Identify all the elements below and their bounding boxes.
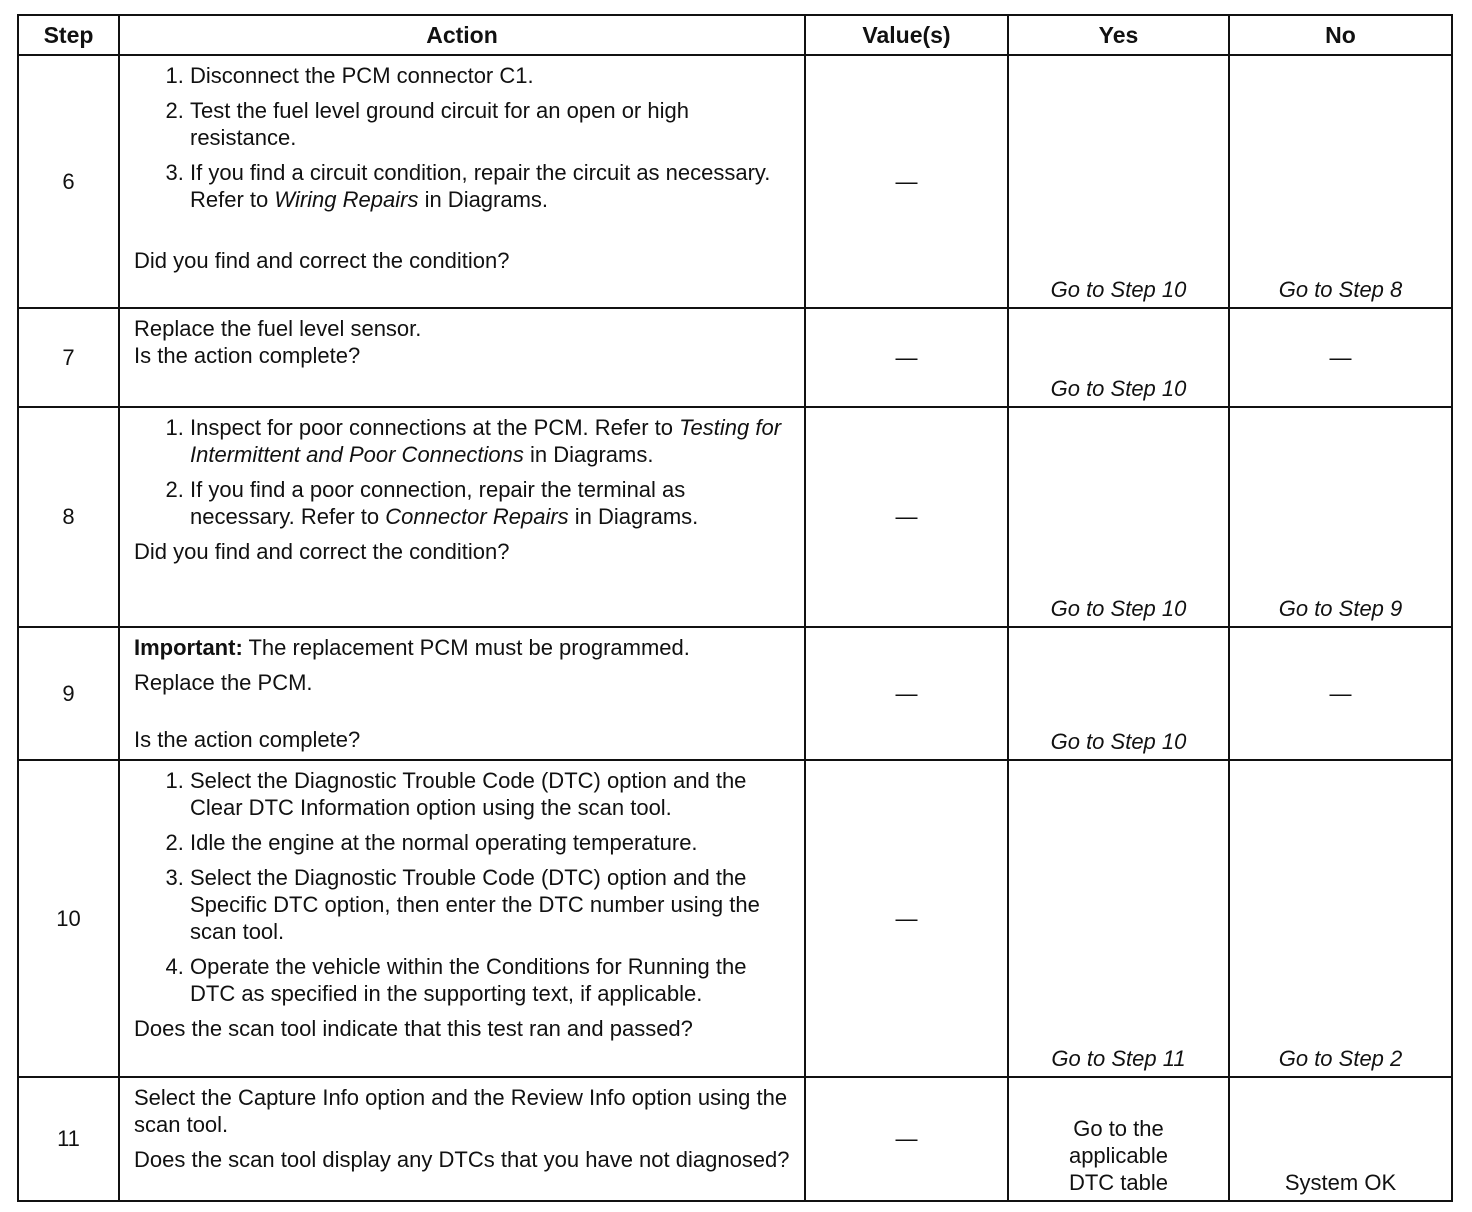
value-dash: — (895, 905, 918, 931)
yes-cell: Go to the applicable DTC table (1008, 1077, 1229, 1201)
action-cell (119, 627, 805, 760)
value-cell (805, 627, 1008, 760)
yes-cell: Go to Step 10 (1008, 308, 1229, 407)
action-item: 1. Inspect for poor connections at the PCM. Refer to Testing for Intermittent and Poor Connections in Diagrams. (190, 414, 790, 468)
no-cell: System OK (1229, 1077, 1452, 1201)
header-row (18, 15, 1452, 55)
value-cell (805, 760, 1008, 1077)
value-dash: — (895, 504, 918, 529)
value-dash: — (895, 680, 918, 706)
action-question: Does the scan tool display any DTCs that you have not diagnosed? (134, 1147, 790, 1172)
table-row-step-7 (18, 308, 1452, 407)
no-cell: Go to Step 8 (1229, 55, 1452, 308)
no-cell: Go to Step 2 (1229, 760, 1452, 1077)
action-item: 2. If you find a poor connection, repair the terminal as necessary. Refer to Connector Repairs in Diagrams. (190, 476, 790, 530)
yes-cell: Go to Step 10 (1008, 55, 1229, 308)
action-item: 1. Disconnect the PCM connector C1. (190, 62, 790, 89)
yes-cell: Go to Step 11 (1008, 760, 1229, 1077)
value-cell (805, 55, 1008, 308)
no-cell: Go to Step 9 (1229, 407, 1452, 627)
step-number: 8 (18, 407, 119, 627)
action-list (134, 767, 790, 1007)
action-cell (119, 1077, 805, 1201)
step-number: 10 (18, 760, 119, 1077)
action-question: Is the action complete? (134, 727, 361, 752)
step-number: 11 (18, 1077, 119, 1201)
table-row-step-10 (18, 760, 1452, 1077)
table-row-step-8 (18, 407, 1452, 627)
yes-cell: Go to Step 10 (1008, 627, 1229, 760)
value-cell (805, 308, 1008, 407)
value-dash: — (895, 168, 918, 194)
no-cell: — (1229, 308, 1452, 407)
no-cell: — (1229, 627, 1452, 760)
action-text: Replace the fuel level sensor. (134, 316, 422, 341)
action-cell (119, 55, 805, 308)
action-text: Select the Capture Info option and the Review Info option using the scan tool. (134, 1085, 788, 1137)
header-no: No (1229, 15, 1452, 55)
step-number: 9 (18, 627, 119, 760)
header-values: Value(s) (805, 15, 1008, 55)
action-question: Does the scan tool indicate that this test ran and passed? (134, 1016, 693, 1041)
value-dash: — (895, 1126, 918, 1151)
action-item: 4. Operate the vehicle within the Conditions for Running the DTC as specified in the supporting text, if applicable. (190, 953, 790, 1007)
value-cell (805, 407, 1008, 627)
action-cell (119, 760, 805, 1077)
action-list (134, 62, 790, 213)
header-step: Step (18, 15, 119, 55)
action-question: Did you find and correct the condition? (134, 539, 510, 564)
action-question: Is the action complete? (134, 343, 361, 368)
action-text: Replace the PCM. (134, 670, 313, 695)
step-number: 7 (18, 308, 119, 407)
action-cell (119, 407, 805, 627)
action-item: 1. Select the Diagnostic Trouble Code (DTC) option and the Clear DTC Information option using the scan tool. (190, 767, 790, 821)
value-dash: — (895, 344, 918, 370)
header-action: Action (119, 15, 805, 55)
action-question: Did you find and correct the condition? (134, 248, 510, 273)
header-yes: Yes (1008, 15, 1229, 55)
action-item: 3. If you find a circuit condition, repair the circuit as necessary. Refer to Wiring Repairs in Diagrams. (190, 159, 790, 213)
important-note: Important: The replacement PCM must be programmed. (134, 635, 690, 660)
action-item: 2. Test the fuel level ground circuit for an open or high resistance. (190, 97, 790, 151)
action-item: 3. Select the Diagnostic Trouble Code (DTC) option and the Specific DTC option, then enter the DTC number using the scan tool. (190, 864, 790, 945)
yes-cell: Go to Step 10 (1008, 407, 1229, 627)
diagnostic-table (17, 14, 1453, 1202)
table-row-step-9 (18, 627, 1452, 760)
table-row-step-11 (18, 1077, 1452, 1201)
important-label: Important: (134, 635, 243, 660)
action-item: 2. Idle the engine at the normal operating temperature. (190, 829, 790, 856)
action-cell (119, 308, 805, 407)
action-list (134, 414, 790, 530)
table-row-step-6 (18, 55, 1452, 308)
step-number: 6 (18, 55, 119, 308)
value-cell (805, 1077, 1008, 1201)
